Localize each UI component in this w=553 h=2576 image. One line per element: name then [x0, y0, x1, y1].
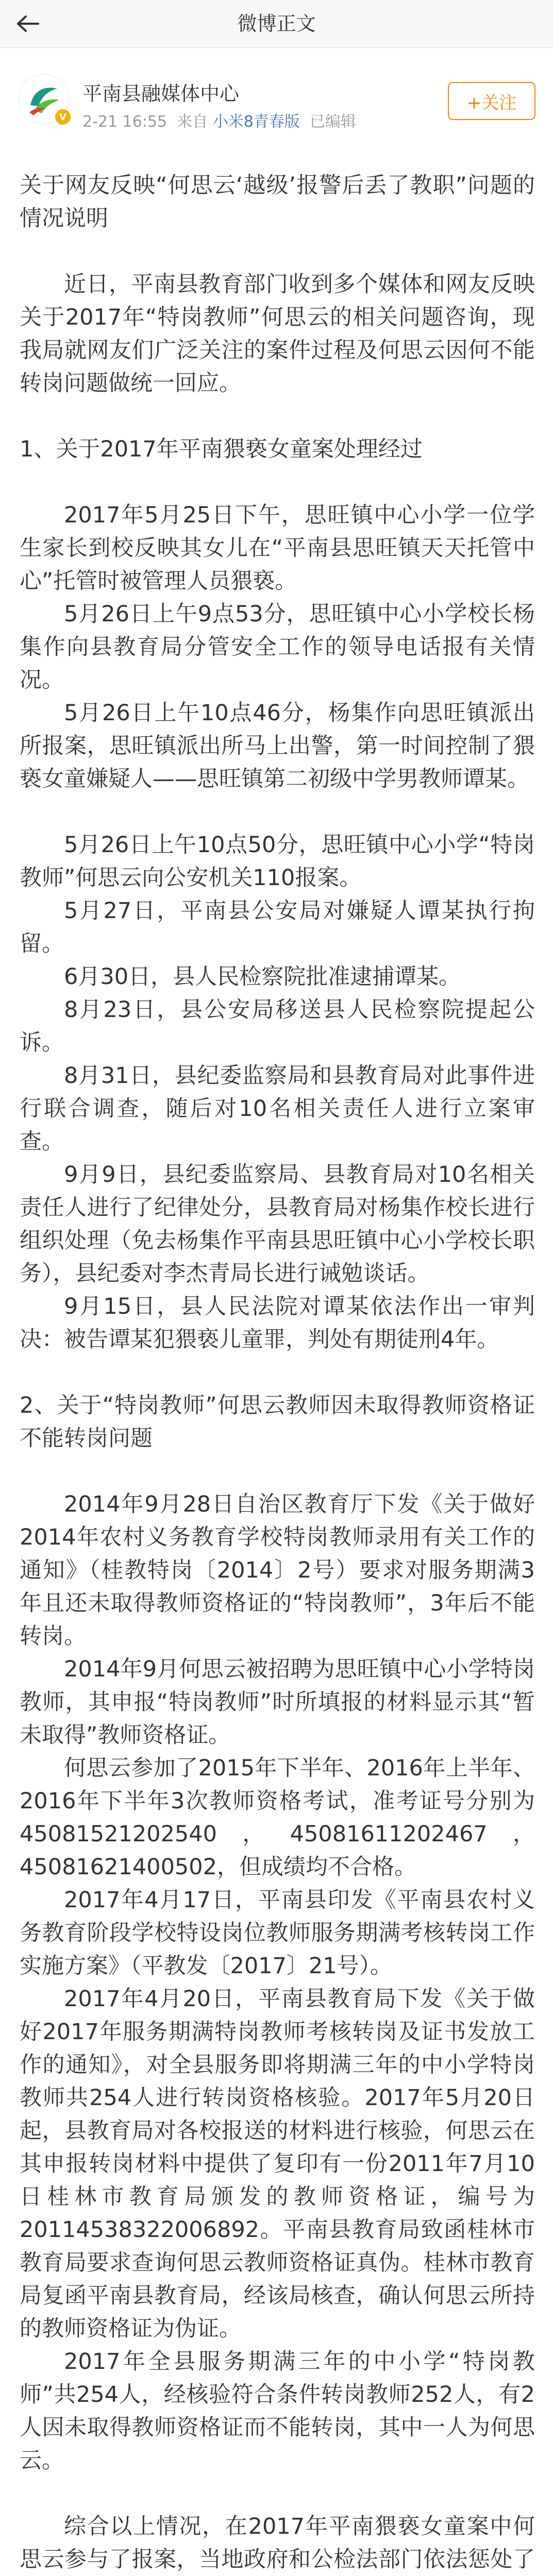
post-paragraph: 2017年5月25日下午，思旺镇中心小学一位学生家长到校反映其女儿在“平南县思旺镇天天托管中心”托管时被管理人员猥亵。: [20, 502, 535, 594]
post-paragraph: 2、关于“特岗教师”何思云教师因未取得教师资格证不能转岗问题: [20, 1393, 535, 1451]
post-paragraph: 6月30日，县人民检察院批准逮捕谭某。: [64, 964, 461, 990]
source-device-link[interactable]: 小米8青春版: [212, 113, 300, 131]
post-paragraph: 9月9日，县纪委监察局、县教育局对10名相关责任人进行了纪律处分，县教育局对杨集作校长进行组织处理（免去杨集作平南县思旺镇中心小学校长职务），县纪委对李杰青局长进行诫勉谈话。: [20, 1162, 535, 1286]
post-paragraph: 5月26日上午9点53分，思旺镇中心小学校长杨集作向县教育局分管安全工作的领导电话报有关情况。: [20, 601, 535, 693]
post-paragraph: 近日，平南县教育部门收到多个媒体和网友反映关于2017年“特岗教师”何思云的相关问题咨询，现我局就网友们广泛关注的案件过程及何思云因何不能转岗问题做统一回应。: [20, 272, 535, 396]
post-paragraph: 1、关于2017年平南猥亵女童案处理经过: [20, 436, 423, 462]
post-paragraph: 关于网友反映“何思云‘越级’报警后丢了教职”问题的情况说明: [20, 173, 535, 231]
author-name[interactable]: 平南县融媒体中心: [82, 82, 240, 105]
paragraph-gap: [20, 1356, 535, 1389]
post-time: 2-21 16:55: [82, 113, 167, 131]
paragraph-gap: [20, 235, 535, 268]
paragraph-gap: [20, 466, 535, 499]
post-paragraph: 2017年4月17日，平南县印发《平南县农村义务教育阶段学校特设岗位教师服务期满考核转岗工作实施方案》（平教发〔2017〕21号）。: [20, 1887, 535, 1979]
verified-badge-icon: V: [54, 108, 72, 126]
post-paragraph: 8月31日，县纪委监察局和县教育局对此事件进行联合调查，随后对10名相关责任人进行立案审查。: [20, 1063, 535, 1155]
post-paragraph: 9月15日，县人民法院对谭某依法作出一审判决：被告谭某犯猥亵儿童罪，判处有期徒刑4年。: [20, 1294, 535, 1352]
follow-button[interactable]: +关注: [448, 82, 535, 120]
top-bar: [0, 0, 553, 48]
post-meta: [82, 109, 356, 131]
paragraph-gap: [20, 400, 535, 433]
author-card: [0, 69, 553, 146]
post-paragraph: 2017年4月20日，平南县教育局下发《关于做好2017年服务期满特岗教师考核转岗及证书发放工作的通知》，对全县服务即将期满三年的中小学特岗教师共254人进行转岗资格核验。2017年5月20日起，县教育局对各校报送的材料进行核验，何思云在其申报转岗材料中提供了复印有一份2011年7月10日桂林市教育局颁发的教师资格证，编号为20114538322006892。平南县教育局致函桂林市教育局要求查询何思云教师资格证真伪。桂林市教育局复函平南县教育局，经该局核查，确认何思云所持的教师资格证为伪证。: [20, 1986, 535, 2342]
post-body: [20, 169, 535, 2576]
post-paragraph: 何思云参加了2015年下半年、2016年上半年、2016年下半年3次教师资格考试，准考证号分别为45081521202540，45081611202467，45081621400502，但成绩均不合格。: [20, 1755, 535, 1880]
paragraph-gap: [20, 1455, 535, 1488]
paragraph-gap: [20, 2477, 535, 2510]
post-paragraph: 综合以上情况，在2017年平南猥亵女童案中何思云参与了报案，当地政府和公检法部门依法惩处了: [20, 2514, 535, 2572]
post-paragraph: 8月23日，县公安局移送县人民检察院提起公诉。: [20, 997, 535, 1056]
post-paragraph: 5月26日上午10点50分，思旺镇中心小学“特岗教师”何思云向公安机关110报案。: [20, 832, 535, 891]
post-paragraph: 2017年全县服务期满三年的中小学“特岗教师”共254人，经核验符合条件转岗教师252人，有2人因未取得教师资格证而不能转岗，其中一人为何思云。: [20, 2349, 535, 2473]
post-paragraph: 5月26日上午10点46分，杨集作向思旺镇派出所报案，思旺镇派出所马上出警，第一时间控制了猥亵女童嫌疑人——思旺镇第二初级中学男教师谭某。: [20, 700, 535, 792]
post-paragraph: 2014年9月何思云被招聘为思旺镇中心小学特岗教师，其申报“特岗教师”时所填报的材料显示其“暂未取得”教师资格证。: [20, 1656, 535, 1748]
paragraph-gap: [20, 795, 535, 828]
edited-label: 已编辑: [309, 113, 356, 131]
page-title: 微博正文: [237, 12, 316, 35]
post-paragraph: 5月27日，平南县公安局对嫌疑人谭某执行拘留。: [20, 898, 535, 957]
post-paragraph: 2014年9月28日自治区教育厅下发《关于做好2014年农村义务教育学校特岗教师录用有关工作的通知》（桂教特岗〔2014〕2号）要求对服务期满3年且还未取得教师资格证的“特岗教师”，3年后不能转岗。: [20, 1492, 535, 1649]
source-prefix: 来自: [177, 113, 208, 131]
